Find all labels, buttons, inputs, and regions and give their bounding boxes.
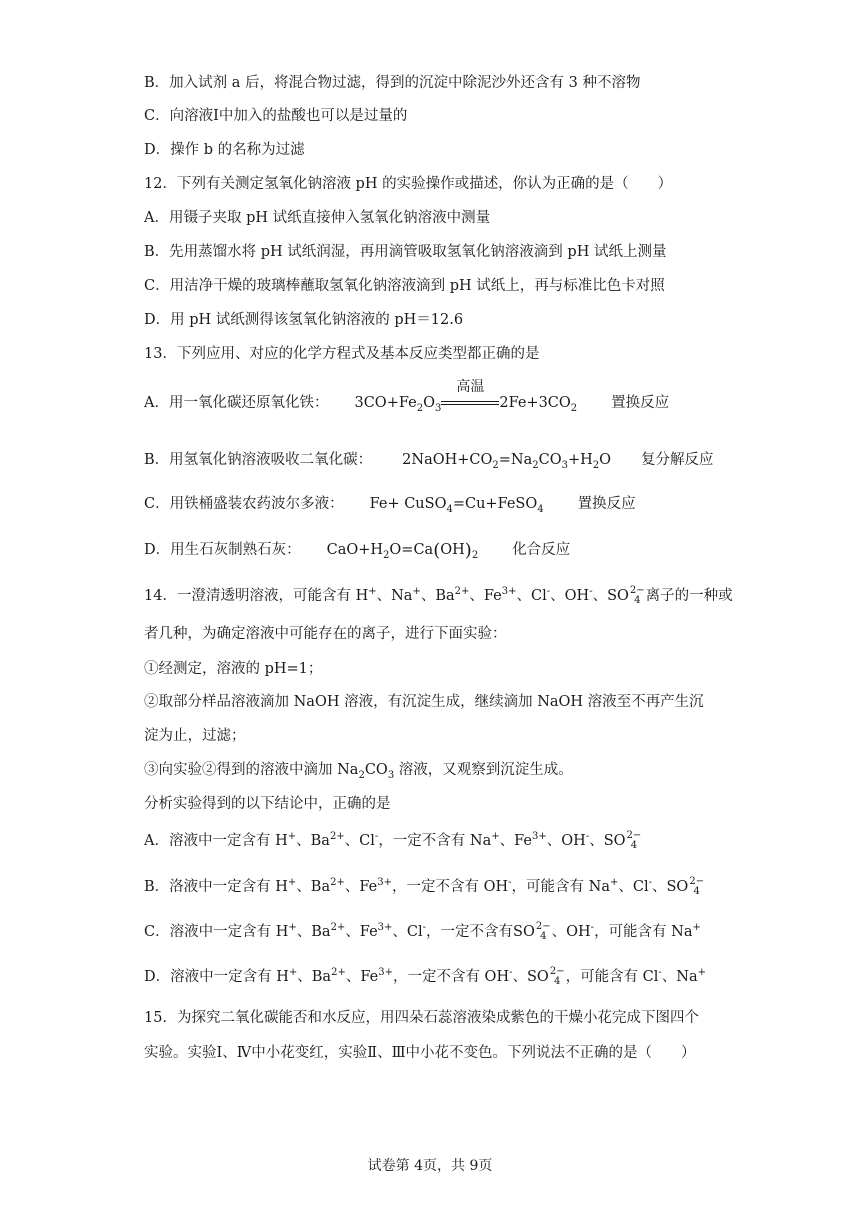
q13-option-c: C．用铁桶盛装农药波尔多液： Fe+ CuSO$_4$=Cu+FeSO$_4$ 置换反应: [144, 496, 636, 515]
equation-b: $2NaOH+CO_2=Na_2CO_3+H_2O$: [402, 452, 612, 471]
q12-option-b: B．先用蒸馏水将 pH 试纸润湿，再用滴管吸取氢氧化钠溶液滴到 pH 试纸上测量: [144, 244, 667, 260]
option-b-line: B．加入试剂 a 后，将混合物过滤，得到的沉淀中除泥沙外还含有 3 种不溶物: [144, 75, 641, 91]
option-c-line: C．向溶液Ⅰ中加入的盐酸也可以是过量的: [144, 108, 408, 124]
q13-option-b: B．用氢氧化钠溶液吸收二氧化碳： $2NaOH+CO_2=Na_2CO_3+H_2O$ 复分解反应: [144, 452, 714, 471]
q12-option-a: A．用镊子夹取 pH 试纸直接伸入氢氧化钠溶液中测量: [144, 210, 491, 226]
question-14-line2: 者几种，为确定溶液中可能存在的离子，进行下面实验：: [144, 626, 507, 642]
q14-option-b: B．洛液中一定含有 H+、$Ba^{2+}$、$Fe^{3+}$，一定不含有 OH-，可能含有 Na+、Cl-、SO 2− 4: [144, 876, 705, 897]
question-13: 13．下列应用、对应的化学方程式及基本反应类型都正确的是: [144, 346, 540, 362]
q12-option-c: C．用洁净干燥的玻璃棒蘸取氢氧化钠溶液滴到 pH 试纸上，再与标准比色卡对照: [144, 278, 665, 294]
q14-option-d: D．溶液中一定含有 H+、$Ba^{2+}$、$Fe^{3+}$，一定不含有 OH-、SO 2− 4 ，可能含有 Cl-、Na+: [144, 966, 707, 987]
equation-d: $CaO+H_2O=Ca(OH)_2$: [326, 540, 479, 561]
q14-question: 分析实验得到的以下结论中，正确的是: [144, 796, 391, 812]
q12-option-d: D．用 pH 试纸测得该氢氧化钠溶液的 pH＝12.6: [144, 312, 464, 328]
question-15-line1: 15．为探究二氧化碳能否和水反应，用四朵石蕊溶液染成紫色的干燥小花完成下图四个: [144, 1010, 699, 1026]
page-footer: 试卷第 4页，共 9页: [367, 1158, 493, 1174]
q13-option-d: D．用生石灰制熟石灰： $CaO+H_2O=Ca(OH)_2$ 化合反应: [144, 540, 571, 561]
equation-c: Fe+ CuSO$_4$=Cu+FeSO$_4$: [369, 496, 544, 515]
q14-step-1: ①经测定，溶液的 pH=1；: [144, 661, 323, 677]
equation-a: $3CO+Fe_2O_3$ 高温 $2Fe+3CO_2$: [354, 379, 578, 414]
question-15-line2: 实验。实验Ⅰ、Ⅳ中小花变红，实验Ⅱ、Ⅲ中小花不变色。下列说法不正确的是（ ）: [144, 1045, 696, 1061]
q14-option-c: C．溶液中一定含有 H+、$Ba^{2+}$、$Fe^{3+}$、Cl-，一定不含有SO 2− 4 、OH-，可能含有 Na+: [144, 921, 701, 942]
q14-step-2: ②取部分样品溶液滴加 NaOH 溶液，有沉淀生成，继续滴加 NaOH 溶液至不再产生沉: [144, 694, 704, 710]
q14-step-3: ③向实验②得到的溶液中滴加 $Na_2CO_3$ 溶液，又观察到沉淀生成。: [144, 762, 573, 781]
question-14-line1: 14．一澄清透明溶液，可能含有 H+、Na+、$Ba^{2+}$、$Fe^{3+}$、Cl-、OH-、SO 2− 4 离子的一种或: [144, 585, 733, 606]
option-d-line: D．操作 b 的名称为过滤: [144, 142, 305, 158]
ion-list: H+、Na+、$Ba^{2+}$、$Fe^{3+}$、Cl-、OH-、SO 2− 4: [355, 585, 645, 606]
q14-step-2-cont: 淀为止，过滤；: [144, 728, 246, 744]
question-12: 12．下列有关测定氢氧化钠溶液 pH 的实验操作或描述，你认为正确的是（ ）: [144, 176, 673, 192]
q13-option-a: A．用一氧化碳还原氧化铁： $3CO+Fe_2O_3$ 高温 $2Fe+3CO_2$ 置换反应: [144, 379, 670, 414]
q14-option-a: A．溶液中一定含有 H+、$Ba^{2+}$、Cl-，一定不含有 Na+、$Fe^{3+}$、OH-、SO 2− 4: [144, 830, 642, 851]
